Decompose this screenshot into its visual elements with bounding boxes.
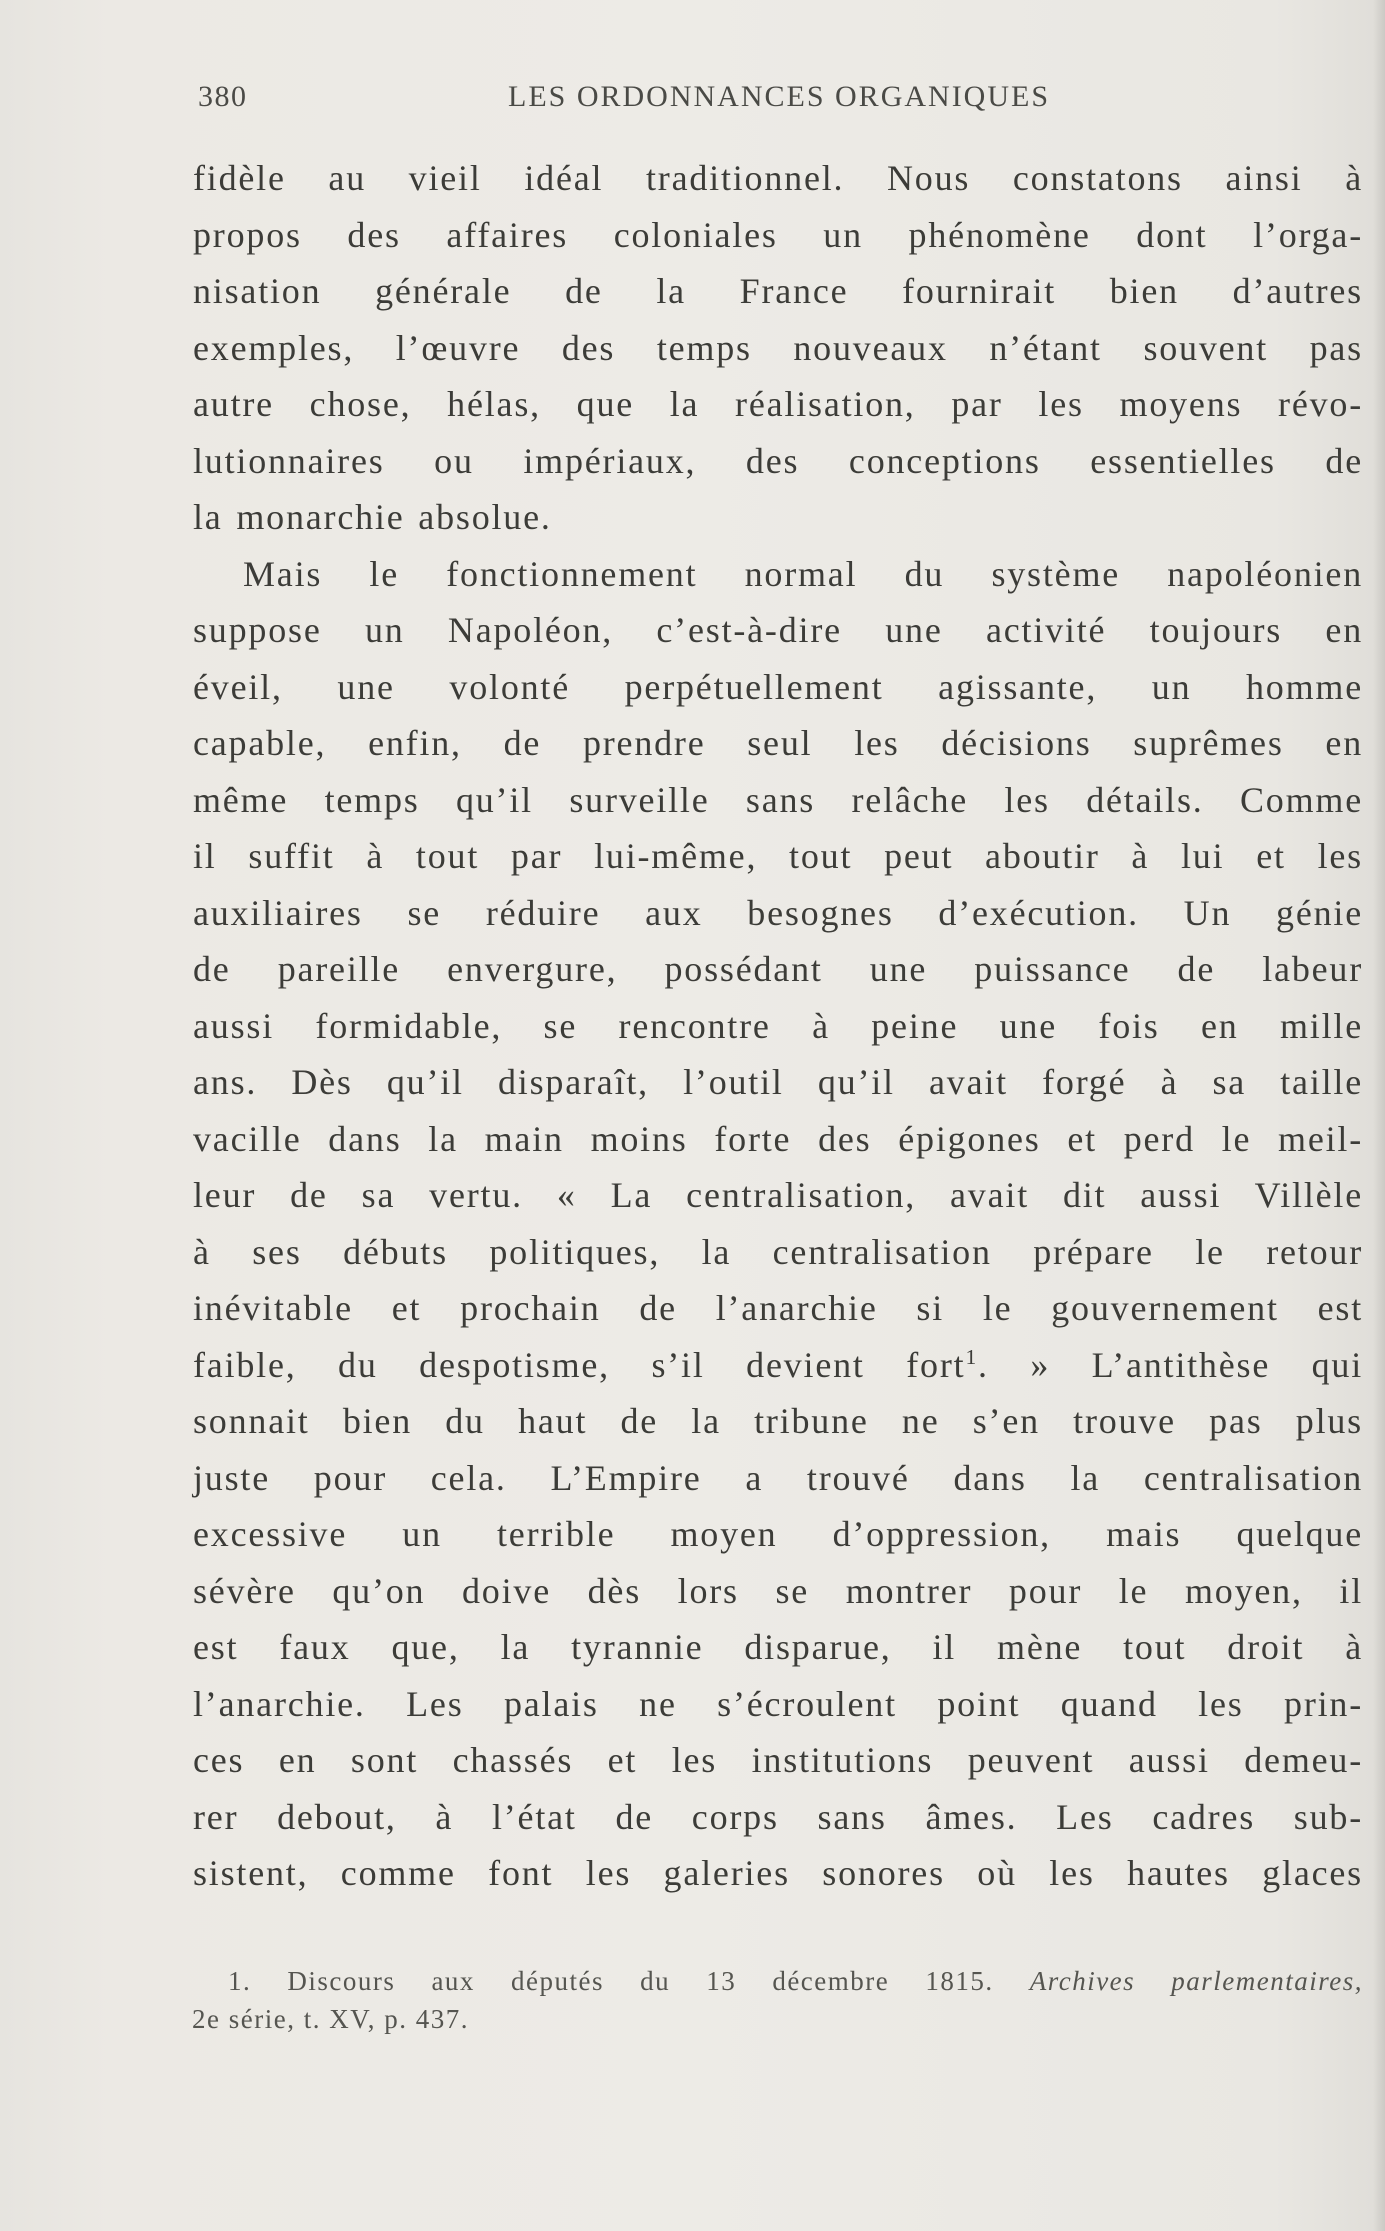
footnote-text: Discours aux députés du 13 décembre 1815.	[287, 1966, 994, 1996]
text-line: l’anarchie. Les palais ne s’écroulent point quand les prin-	[193, 1683, 1363, 1724]
text-line: Mais le fonctionnement normal du système napoléonien	[243, 553, 1363, 594]
text-line-with-footnote-ref	[193, 1337, 1363, 1394]
page-number: 380	[198, 80, 248, 113]
text-line: rer debout, à l’état de corps sans âmes. Les cadres sub-	[193, 1796, 1363, 1837]
text-line: même temps qu’il surveille sans relâche les détails. Comme	[193, 779, 1363, 820]
text-line: propos des affaires coloniales un phénomène dont l’orga-	[193, 214, 1363, 255]
body-text	[193, 150, 1363, 1902]
page-header	[198, 80, 1368, 130]
text-line: sistent, comme font les galeries sonores où les hautes glaces	[193, 1853, 1363, 1893]
text-line: nisation générale de la France fournirait bien d’autres	[193, 271, 1363, 311]
text-line: exemples, l’œuvre des temps nouveaux n’étant souvent pas	[193, 327, 1363, 368]
text-line: suppose un Napoléon, c’est-à-dire une activité toujours en	[193, 610, 1363, 650]
page-edge-shadow	[1373, 0, 1385, 2231]
text-line: est faux que, la tyrannie disparue, il mène tout droit à	[193, 1627, 1363, 1667]
text-line: à ses débuts politiques, la centralisation prépare le retour	[193, 1231, 1363, 1272]
text-segment: faible, du despotisme, s’il devient fort	[193, 1344, 966, 1385]
text-line: aussi formidable, se rencontre à peine une fois en mille	[193, 1005, 1363, 1046]
footnote-reference: 1	[965, 1344, 979, 1369]
text-line: éveil, une volonté perpétuellement agissante, un homme	[193, 666, 1363, 707]
text-line: sévère qu’on doive dès lors se montrer pour le moyen, il	[193, 1570, 1363, 1611]
footnote-line: 2e série, t. XV, p. 437.	[192, 2004, 469, 2034]
text-line: auxiliaires se réduire aux besognes d’exécution. Un génie	[193, 892, 1363, 933]
footnote-italic-title: Archives parlementaires,	[1029, 1966, 1364, 1996]
footnote-number: 1.	[228, 1966, 252, 1996]
text-line: juste pour cela. L’Empire a trouvé dans la centralisation	[193, 1457, 1363, 1498]
text-line: ans. Dès qu’il disparaît, l’outil qu’il avait forgé à sa taille	[193, 1062, 1363, 1102]
text-line: de pareille envergure, possédant une puissance de labeur	[193, 949, 1363, 989]
text-line: autre chose, hélas, que la réalisation, par les moyens révo-	[193, 384, 1363, 424]
text-line: fidèle au vieil idéal traditionnel. Nous constatons ainsi à	[193, 158, 1363, 198]
text-line: la monarchie absolue.	[193, 497, 552, 537]
text-segment: . » L’antithèse qui	[978, 1344, 1364, 1385]
text-line: inévitable et prochain de l’anarchie si le gouvernement est	[193, 1288, 1363, 1328]
text-line: ces en sont chassés et les institutions peuvent aussi demeu-	[193, 1740, 1363, 1780]
footnote	[192, 1962, 1364, 2038]
text-line: lutionnaires ou impériaux, des conceptions essentielles de	[193, 440, 1363, 481]
text-line: vacille dans la main moins forte des épigones et perd le meil-	[193, 1118, 1363, 1159]
running-title: LES ORDONNANCES ORGANIQUES	[508, 80, 1051, 113]
text-line: leur de sa vertu. « La centralisation, avait dit aussi Villèle	[193, 1175, 1363, 1215]
text-line: excessive un terrible moyen d’oppression, mais quelque	[193, 1514, 1363, 1554]
footnote-line	[228, 1962, 1363, 2000]
text-line: capable, enfin, de prendre seul les décisions suprêmes en	[193, 723, 1363, 763]
text-line: il suffit à tout par lui-même, tout peut aboutir à lui et les	[193, 836, 1363, 876]
text-line: sonnait bien du haut de la tribune ne s’en trouve pas plus	[193, 1401, 1363, 1441]
